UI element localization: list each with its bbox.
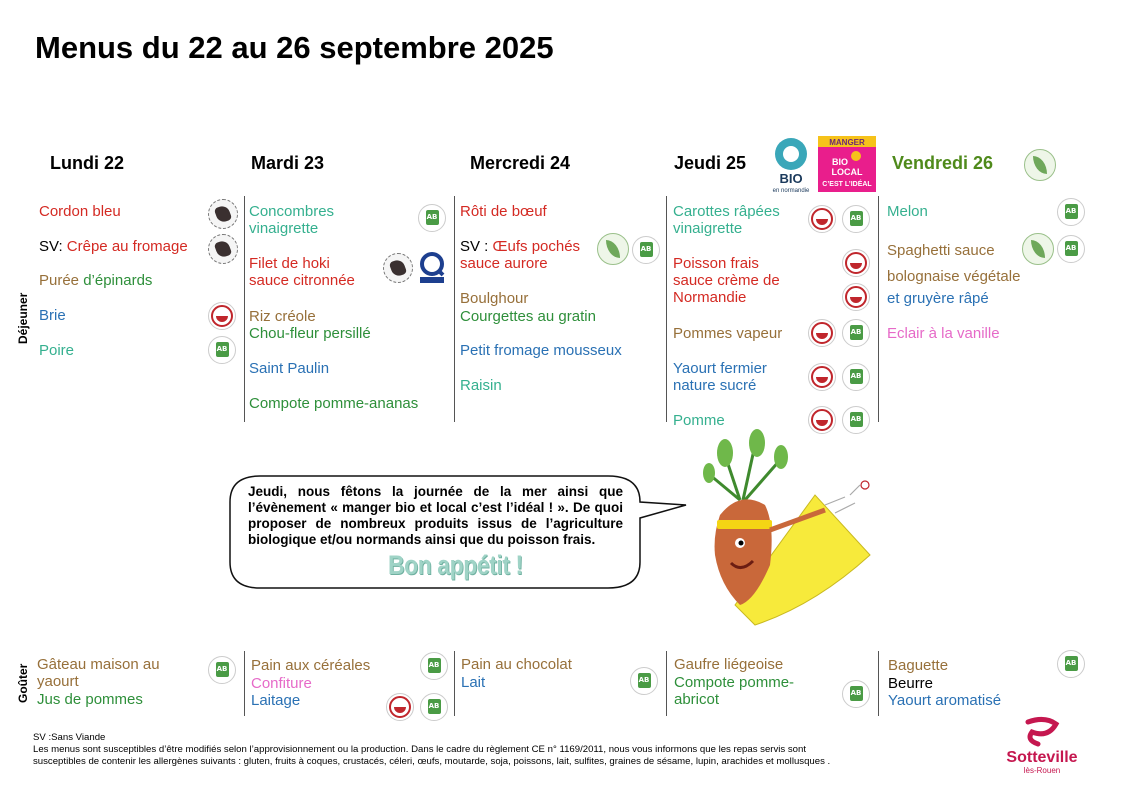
menu-item: Rôti de bœuf bbox=[460, 203, 547, 220]
ab-organic-icon: AB bbox=[842, 363, 870, 391]
menu-item: SV: Crêpe au fromage bbox=[39, 238, 188, 255]
svg-text:Sotteville: Sotteville bbox=[1006, 749, 1078, 766]
page-title: Menus du 22 au 26 septembre 2025 bbox=[35, 30, 554, 65]
menu-item: Poire bbox=[39, 342, 75, 359]
ab-organic-icon: AB bbox=[632, 236, 660, 264]
ab-organic-icon: AB bbox=[418, 204, 446, 232]
ab-organic-icon: AB bbox=[420, 693, 448, 721]
column-divider bbox=[878, 651, 879, 716]
vegetarian-leaf-icon bbox=[597, 233, 629, 265]
menu-item: Compote pomme- bbox=[674, 674, 795, 691]
vegetarian-leaf-icon bbox=[1022, 233, 1054, 265]
day-header-monday: Lundi 22 bbox=[50, 153, 125, 173]
footer-legend: SV :Sans Viande bbox=[33, 732, 106, 743]
manger-bio-local-logo bbox=[818, 136, 876, 192]
column-divider bbox=[244, 196, 245, 422]
bon-appetit-slogan: Bon appétit ! bbox=[388, 550, 523, 580]
column-divider bbox=[454, 651, 455, 716]
menu-item: Jus de pommes bbox=[37, 691, 143, 708]
produit-local-icon bbox=[842, 283, 870, 311]
menu-item: Petit fromage mousseux bbox=[460, 342, 622, 359]
day-header-tuesday: Mardi 23 bbox=[251, 153, 325, 173]
section-label-lunch: Déjeuner bbox=[16, 292, 30, 344]
column-divider bbox=[454, 196, 455, 422]
menu-item: Eclair à la vanille bbox=[887, 325, 1000, 342]
menu-item: Filet de hoki sauce citronnée bbox=[249, 255, 355, 289]
day-header-wednesday: Mercredi 24 bbox=[470, 153, 571, 173]
menu-item: yaourt bbox=[37, 673, 79, 690]
meat-origin-icon bbox=[208, 234, 238, 264]
menu-item: Carottes râpées vinaigrette bbox=[673, 203, 780, 237]
menu-item: Confiture bbox=[251, 675, 312, 692]
day-header-friday: Vendredi 26 bbox=[892, 153, 994, 173]
produit-francais-icon bbox=[418, 252, 446, 284]
announcement-text: Jeudi, nous fêtons la journée de la mer ainsi que l’évènement « manger bio et local c’est l’idéal ! ». De quoi proposer de nombreux produits issus de l’agriculture biologique et/ou normands ainsi que du poisson frais. bbox=[248, 484, 623, 547]
ab-organic-icon: AB bbox=[842, 205, 870, 233]
menu-item: Compote pomme-ananas bbox=[249, 395, 419, 412]
menu-item: Gâteau maison au bbox=[37, 656, 160, 673]
column-divider bbox=[666, 651, 667, 716]
menu-item: Spaghetti sauce bolognaise végétale bbox=[887, 242, 1021, 285]
svg-text:en normandie: en normandie bbox=[772, 188, 810, 194]
produit-local-icon bbox=[808, 363, 836, 391]
meat-origin-icon bbox=[208, 199, 238, 229]
menu-item: et gruyère râpé bbox=[887, 290, 989, 307]
menu-item: Cordon bleu bbox=[39, 203, 121, 220]
ab-organic-icon: AB bbox=[842, 406, 870, 434]
section-label-snack: Goûter bbox=[16, 663, 30, 703]
svg-text:MANGER: MANGER bbox=[829, 138, 865, 147]
footer-note: Les menus sont susceptibles d’être modifiés selon l’approvisionnement ou la production. Dans le cadre du règlement CE n° 1169/2011, nous vous informons que les repas servis sont bbox=[33, 744, 807, 755]
menu-item: Gaufre liégeoise bbox=[674, 656, 784, 673]
ab-organic-icon: AB bbox=[420, 652, 448, 680]
column-divider bbox=[878, 196, 879, 422]
produit-local-icon bbox=[208, 302, 236, 330]
menu-item: Purée d’épinards bbox=[39, 272, 153, 289]
ab-organic-icon: AB bbox=[630, 667, 658, 695]
ab-organic-icon: AB bbox=[1057, 235, 1085, 263]
ab-organic-icon: AB bbox=[1057, 198, 1085, 226]
menu-item: Yaourt fermier nature sucré bbox=[673, 360, 767, 394]
ab-organic-icon: AB bbox=[208, 656, 236, 684]
ab-organic-icon: AB bbox=[1057, 650, 1085, 678]
menu-item: Raisin bbox=[460, 377, 502, 394]
svg-text:LOCAL: LOCAL bbox=[831, 167, 863, 177]
menu-item: Pomme bbox=[673, 412, 725, 429]
menu-item: Pain aux céréales bbox=[251, 657, 371, 674]
menu-item: Laitage bbox=[251, 692, 301, 709]
menu-item: Melon bbox=[887, 203, 928, 220]
menu-item: Poisson frais sauce crème de Normandie bbox=[673, 255, 780, 306]
menu-item: Pommes vapeur bbox=[673, 325, 783, 342]
produit-local-icon bbox=[808, 205, 836, 233]
menu-item: Saint Paulin bbox=[249, 360, 330, 377]
produit-local-icon bbox=[386, 693, 414, 721]
menu-item: Concombres vinaigrette bbox=[249, 203, 335, 237]
produit-local-icon bbox=[808, 319, 836, 347]
menu-item: Lait bbox=[461, 674, 486, 691]
sotteville-logo bbox=[990, 716, 1100, 776]
svg-text:C’EST L’IDÉAL: C’EST L’IDÉAL bbox=[822, 181, 872, 188]
svg-text:BIO: BIO bbox=[779, 171, 803, 186]
menu-item: SV : Œufs pochés sauce aurore bbox=[460, 238, 581, 272]
bio-normandie-logo bbox=[768, 136, 814, 194]
menu-item: Courgettes au gratin bbox=[460, 308, 596, 325]
menu-item: Yaourt aromatisé bbox=[888, 692, 1002, 709]
menu-item: Riz créole bbox=[249, 308, 316, 325]
footer-allergens: susceptibles de contenir les allergènes suivants : gluten, fruits à coques, crustacés, céleri, œufs, moutarde, soja, poissons, lait, sulfites, graines de sésame, lupin, arachides et mollusques . bbox=[33, 756, 831, 767]
menu-item: Baguette bbox=[888, 657, 949, 674]
produit-local-icon bbox=[842, 249, 870, 277]
ab-organic-icon: AB bbox=[842, 680, 870, 708]
menu-item: Beurre bbox=[888, 675, 934, 692]
vegetarian-leaf-icon bbox=[1024, 149, 1056, 181]
svg-text:lès-Rouen: lès-Rouen bbox=[1023, 766, 1061, 775]
menu-item: Pain au chocolat bbox=[461, 656, 572, 673]
column-divider bbox=[666, 196, 667, 422]
carrot-mascot-illustration bbox=[695, 425, 890, 635]
menu-item: abricot bbox=[674, 691, 720, 708]
menu-item: Chou-fleur persillé bbox=[249, 325, 371, 342]
column-divider bbox=[244, 651, 245, 716]
ab-organic-icon: AB bbox=[842, 319, 870, 347]
day-header-thursday: Jeudi 25 bbox=[674, 153, 747, 173]
ab-organic-icon: AB bbox=[208, 336, 236, 364]
svg-text:BIO: BIO bbox=[831, 157, 849, 167]
menu-item: Boulghour bbox=[460, 290, 529, 307]
menu-item: Brie bbox=[39, 307, 66, 324]
meat-origin-icon bbox=[383, 253, 413, 283]
